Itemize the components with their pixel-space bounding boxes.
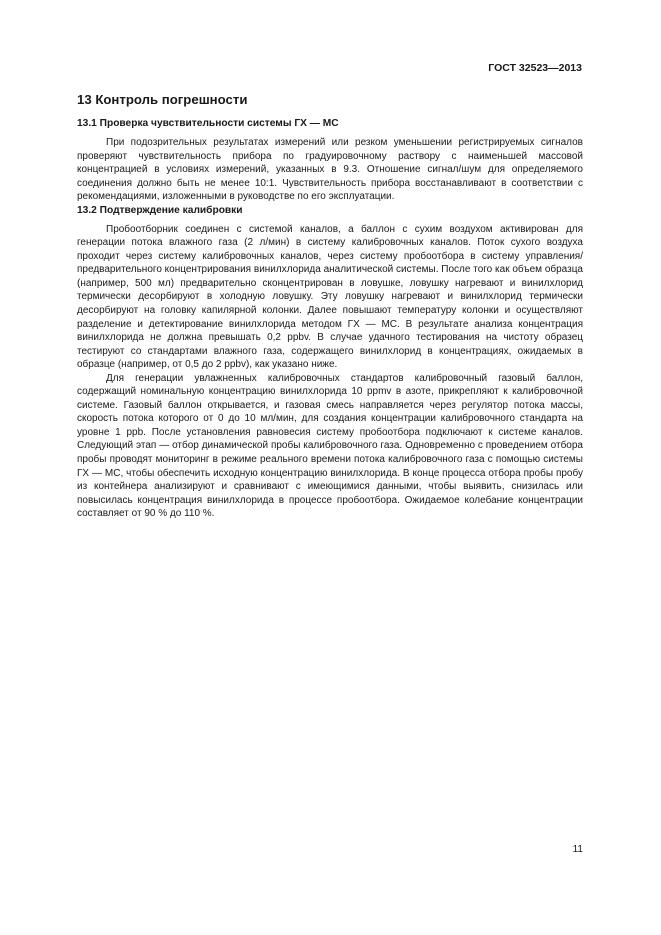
document-code-header: ГОСТ 32523—2013 — [488, 62, 582, 74]
subsection-title-13-1: 13.1 Проверка чувствительности системы ГХ — МС — [77, 118, 339, 129]
page-number: 11 — [572, 844, 583, 855]
paragraph-13-2-1: Пробоотборник соединен с системой каналов, а баллон с сухим воздухом активирован для генерации потока влажного газа (2 л/мин) в систему калибровочных каналов. Поток сухого воздуха проходит через систему калибровочных каналов, через систему пробоотбора в систему управления/предварительного концентрирования винилхлорида аналитической системы. После того как объем образца (например, 500 мл) предварительно сконцентрирован в ловушке, ловушку нагревают и винилхлорид термически десорбируют в холодную ловушку. Эту ловушку нагревают и винилхлорид термически десорбируют на головку капилярной колонки. Далее повышают температуру колонки и осуществляют разделение и детектирование винилхлорида методом ГХ — МС. В результате анализа концентрация винилхлорида не должна превышать 0,2 ppbv. В случае удачного тестирования на чистоту образец тестируют со стандартами влажного газа, содержащего винилхлорид в концентрациях, ожидаемых в образце (например, от 0,5 до 2 ppbv), как указано ниже. — [77, 223, 583, 371]
section-title: 13 Контроль погрешности — [77, 92, 248, 107]
paragraph-13-1-1: При подозрительных результатах измерений или резком уменьшении регистрируемых сигналов проверяют чувствительность прибора по градуировочному раствору с наименьшей массовой концентрацией в условиях измерений, указанных в 9.3. Отношение сигнал/шум для определяемого соединения должно быть не менее 10:1. Чувствительность прибора восстанавливают в соответствии с рекомендациями, изложенными в руководстве по его эксплуатации. — [77, 137, 583, 203]
page-content — [77, 91, 583, 521]
subsection-title-13-2: 13.2 Подтверждение калибровки — [77, 204, 243, 216]
paragraph-13-2-2: Для генерации увлажненных калибровочных стандартов калибровочный газовый баллон, содержащий номинальную концентрацию винилхлорида 10 ppmv в азоте, прикрепляют к калибровочной системе. Газовый баллон открывается, и газовая смесь направляется через регулятор потока массы, скорость потока которого от 0 до 10 мл/мин, для создания концентрации калибровочного стандарта на уровне 1 ppb. После установления равновесия систему пробоотбора подключают к системе каналов. Следующий этап — отбор динамической пробы калибровочного газа. Одновременно с проведением отбора пробы проводят мониторинг в режиме реального времени потока калибровочного газа с помощью системы ГХ — МС, чтобы обеспечить исходную концентрацию винилхлорида. В конце процесса отбора пробы пробу из контейнера анализируют и сравнивают с имеющимися данными, чтобы выявить, снизилась или повысилась концентрация винилхлорида в процессе пробоотбора. Ожидаемое колебание концентрации составляет от 90 % до 110 %. — [77, 372, 583, 520]
